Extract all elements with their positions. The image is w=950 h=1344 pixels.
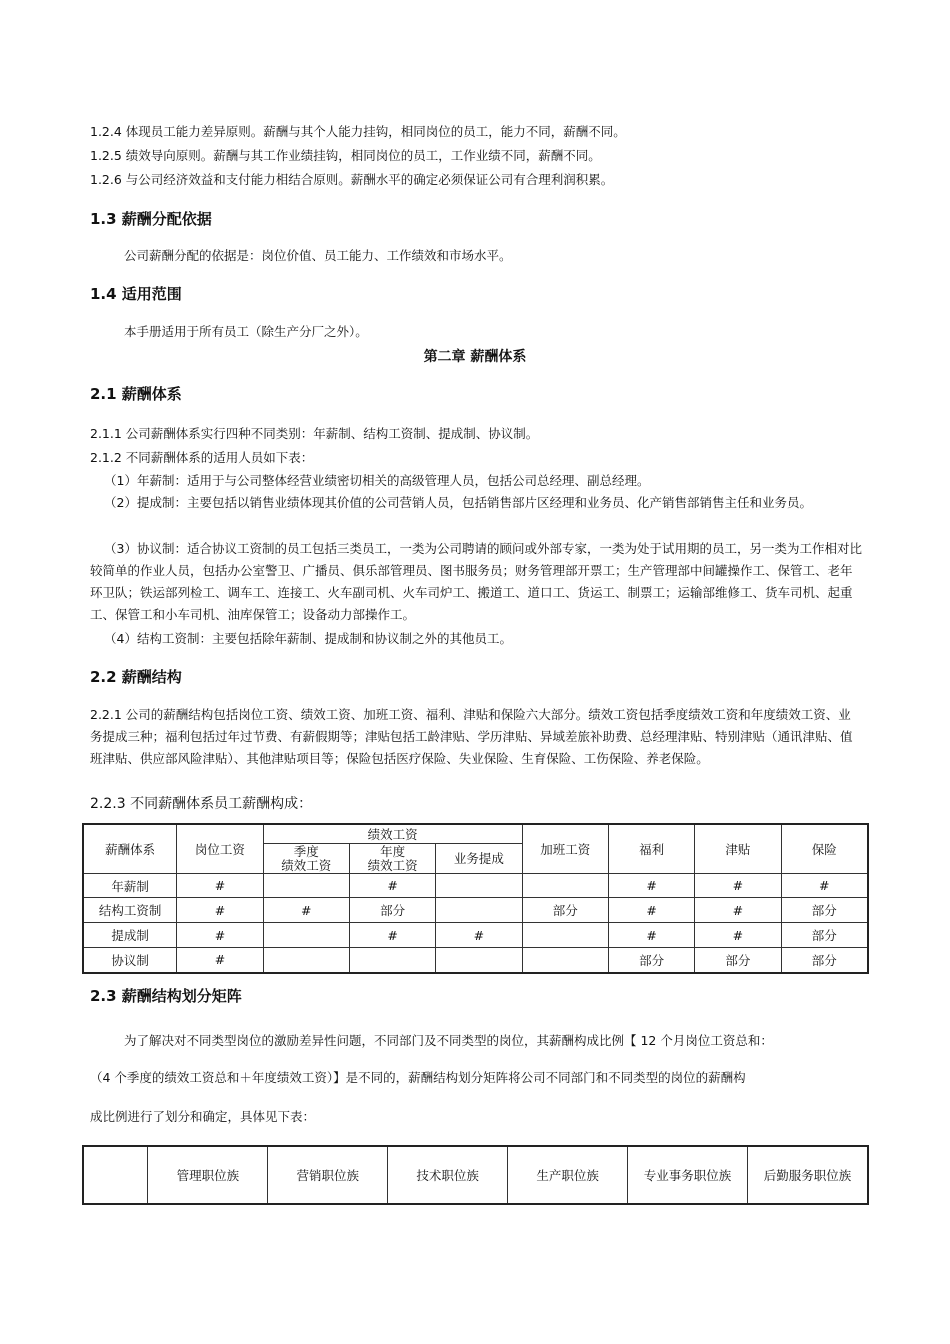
table-row [83, 923, 868, 948]
header-commission: 业务提成 [436, 844, 522, 874]
list-item-structural: （4）结构工资制：主要包括除年薪制、提成制和协议制之外的其他员工。 [104, 631, 512, 646]
cell: 部分 [695, 948, 781, 973]
header-quarterly-l2: 绩效工资 [281, 857, 332, 873]
list-item-commission: （2）提成制：主要包括以销售业绩体现其价值的公司营销人员，包括销售部片区经理和业务员、化产销售部销售主任和业务员。 [104, 495, 812, 510]
table-row [83, 898, 868, 923]
cell [522, 874, 608, 898]
header-allowance: 津贴 [695, 824, 781, 874]
header-overtime: 加班工资 [522, 824, 608, 874]
cell: 部分 [522, 898, 608, 923]
cell: 年薪制 [83, 874, 177, 898]
cell: 部分 [781, 948, 868, 973]
cell: # [349, 923, 435, 948]
header-yearly-l1: 年度 [380, 843, 406, 859]
cell: # [177, 874, 263, 898]
cell: # [695, 923, 781, 948]
table-header-row [83, 1146, 868, 1204]
header-yearly-l2: 绩效工资 [367, 857, 418, 873]
cell [436, 898, 522, 923]
heading-1-3: 1.3 薪酬分配依据 [90, 210, 212, 228]
text-line-124: 1.2.4 体现员工能力差异原则。薪酬与其个人能力挂钩，相同岗位的员工，能力不同，薪酬不同。 [90, 124, 626, 139]
heading-2-1: 2.1 薪酬体系 [90, 385, 182, 403]
header-system: 薪酬体系 [83, 824, 177, 874]
cell [522, 948, 608, 973]
paragraph-1-4: 本手册适用于所有员工（除生产分厂之外）。 [124, 324, 368, 339]
header-production: 生产职位族 [508, 1146, 628, 1204]
cell: # [781, 874, 868, 898]
chapter-title: 第二章 薪酬体系 [423, 349, 527, 365]
list-item-agreement: （3）协议制：适合协议工资制的员工包括三类员工，一类为公司聘请的顾问或外部专家，一类为处于试用期的员工，另一类为工作相对比较简单的作业人员，包括办公室警卫、广播员、俱乐部管理员、图书服务员；财务管理部开票工；生产管理部中间罐操作工、保管工、老年环卫队；铁运部列检工、调车工、连接工、火车副司机、火车司炉工、搬道工、道口工、货运工、制票工；运输部维修工、货车司机、起重工、保管工和小车司机、油库保管工；设备动力部操作工。 [90, 541, 862, 622]
header-corner [83, 1146, 148, 1204]
paragraph-2-2-1: 2.2.1 公司的薪酬结构包括岗位工资、绩效工资、加班工资、福利、津贴和保险六大部分。绩效工资包括季度绩效工资和年度绩效工资、业务提成三种；福利包括过年过节费、有薪假期等；津贴包括工龄津贴、学历津贴、异域差旅补助费、总经理津贴、特别津贴（通讯津贴、值班津贴、供应部风险津贴）、其他津贴项目等；保险包括医疗保险、失业保险、生育保险、工伤保险、养老保险。 [90, 707, 853, 766]
header-quarterly-l1: 季度 [293, 843, 319, 859]
paragraph-2-2-3: 2.2.3 不同薪酬体系员工薪酬构成： [90, 796, 313, 812]
cell: # [608, 874, 694, 898]
cell [349, 948, 435, 973]
cell: # [608, 923, 694, 948]
cell [263, 874, 349, 898]
cell: # [349, 874, 435, 898]
cell: 协议制 [83, 948, 177, 973]
cell: # [436, 923, 522, 948]
paragraph-2-3-line3: 成比例进行了划分和确定，具体见下表： [90, 1109, 316, 1124]
salary-composition-table [82, 823, 869, 974]
cell: # [263, 898, 349, 923]
paragraph-2-3-line2: （4 个季度的绩效工资总和＋年度绩效工资）】是不同的，薪酬结构划分矩阵将公司不同部门和不同类型的岗位的薪酬构 [90, 1070, 746, 1085]
cell: 提成制 [83, 923, 177, 948]
header-welfare: 福利 [608, 824, 694, 874]
cell: # [695, 874, 781, 898]
cell: # [177, 923, 263, 948]
cell: # [695, 898, 781, 923]
text-line-126: 1.2.6 与公司经济效益和支付能力相结合原则。薪酬水平的确定必须保证公司有合理利润积累。 [90, 172, 614, 187]
cell: # [177, 898, 263, 923]
heading-2-2: 2.2 薪酬结构 [90, 668, 182, 686]
table-header-row [83, 824, 868, 844]
header-insurance: 保险 [781, 824, 868, 874]
cell [522, 923, 608, 948]
header-base: 岗位工资 [177, 824, 263, 874]
header-logistics: 后勤服务职位族 [747, 1146, 868, 1204]
heading-1-4: 1.4 适用范围 [90, 285, 182, 303]
header-yearly [349, 844, 435, 874]
paragraph-2-1-1: 2.1.1 公司薪酬体系实行四种不同类别：年薪制、结构工资制、提成制、协议制。 [90, 426, 539, 441]
header-professional: 专业事务职位族 [628, 1146, 748, 1204]
header-management: 管理职位族 [148, 1146, 268, 1204]
paragraph-2-1-2: 2.1.2 不同薪酬体系的适用人员如下表： [90, 450, 314, 465]
cell: # [177, 948, 263, 973]
cell [436, 948, 522, 973]
header-marketing: 营销职位族 [268, 1146, 388, 1204]
cell [436, 874, 522, 898]
cell: 部分 [781, 923, 868, 948]
header-technical: 技术职位族 [388, 1146, 508, 1204]
header-quarterly [263, 844, 349, 874]
cell: 结构工资制 [83, 898, 177, 923]
cell [263, 948, 349, 973]
cell: 部分 [781, 898, 868, 923]
heading-2-3: 2.3 薪酬结构划分矩阵 [90, 987, 242, 1005]
cell [263, 923, 349, 948]
cell: 部分 [349, 898, 435, 923]
table-row [83, 874, 868, 898]
salary-matrix-table [82, 1145, 869, 1205]
text-line-125: 1.2.5 绩效导向原则。薪酬与其工作业绩挂钩，相同岗位的员工，工作业绩不同，薪酬不同。 [90, 148, 601, 163]
paragraph-1-3: 公司薪酬分配的依据是：岗位价值、员工能力、工作绩效和市场水平。 [124, 248, 512, 263]
list-item-annual: （1）年薪制：适用于与公司整体经营业绩密切相关的高级管理人员，包括公司总经理、副总经理。 [104, 473, 650, 488]
paragraph-2-3-line1: 为了解决对不同类型岗位的激励差异性问题，不同部门及不同类型的岗位，其薪酬构成比例【 12 个月岗位工资总和： [124, 1033, 773, 1048]
cell: # [608, 898, 694, 923]
header-performance: 绩效工资 [263, 824, 522, 844]
cell: 部分 [608, 948, 694, 973]
table-row [83, 948, 868, 973]
